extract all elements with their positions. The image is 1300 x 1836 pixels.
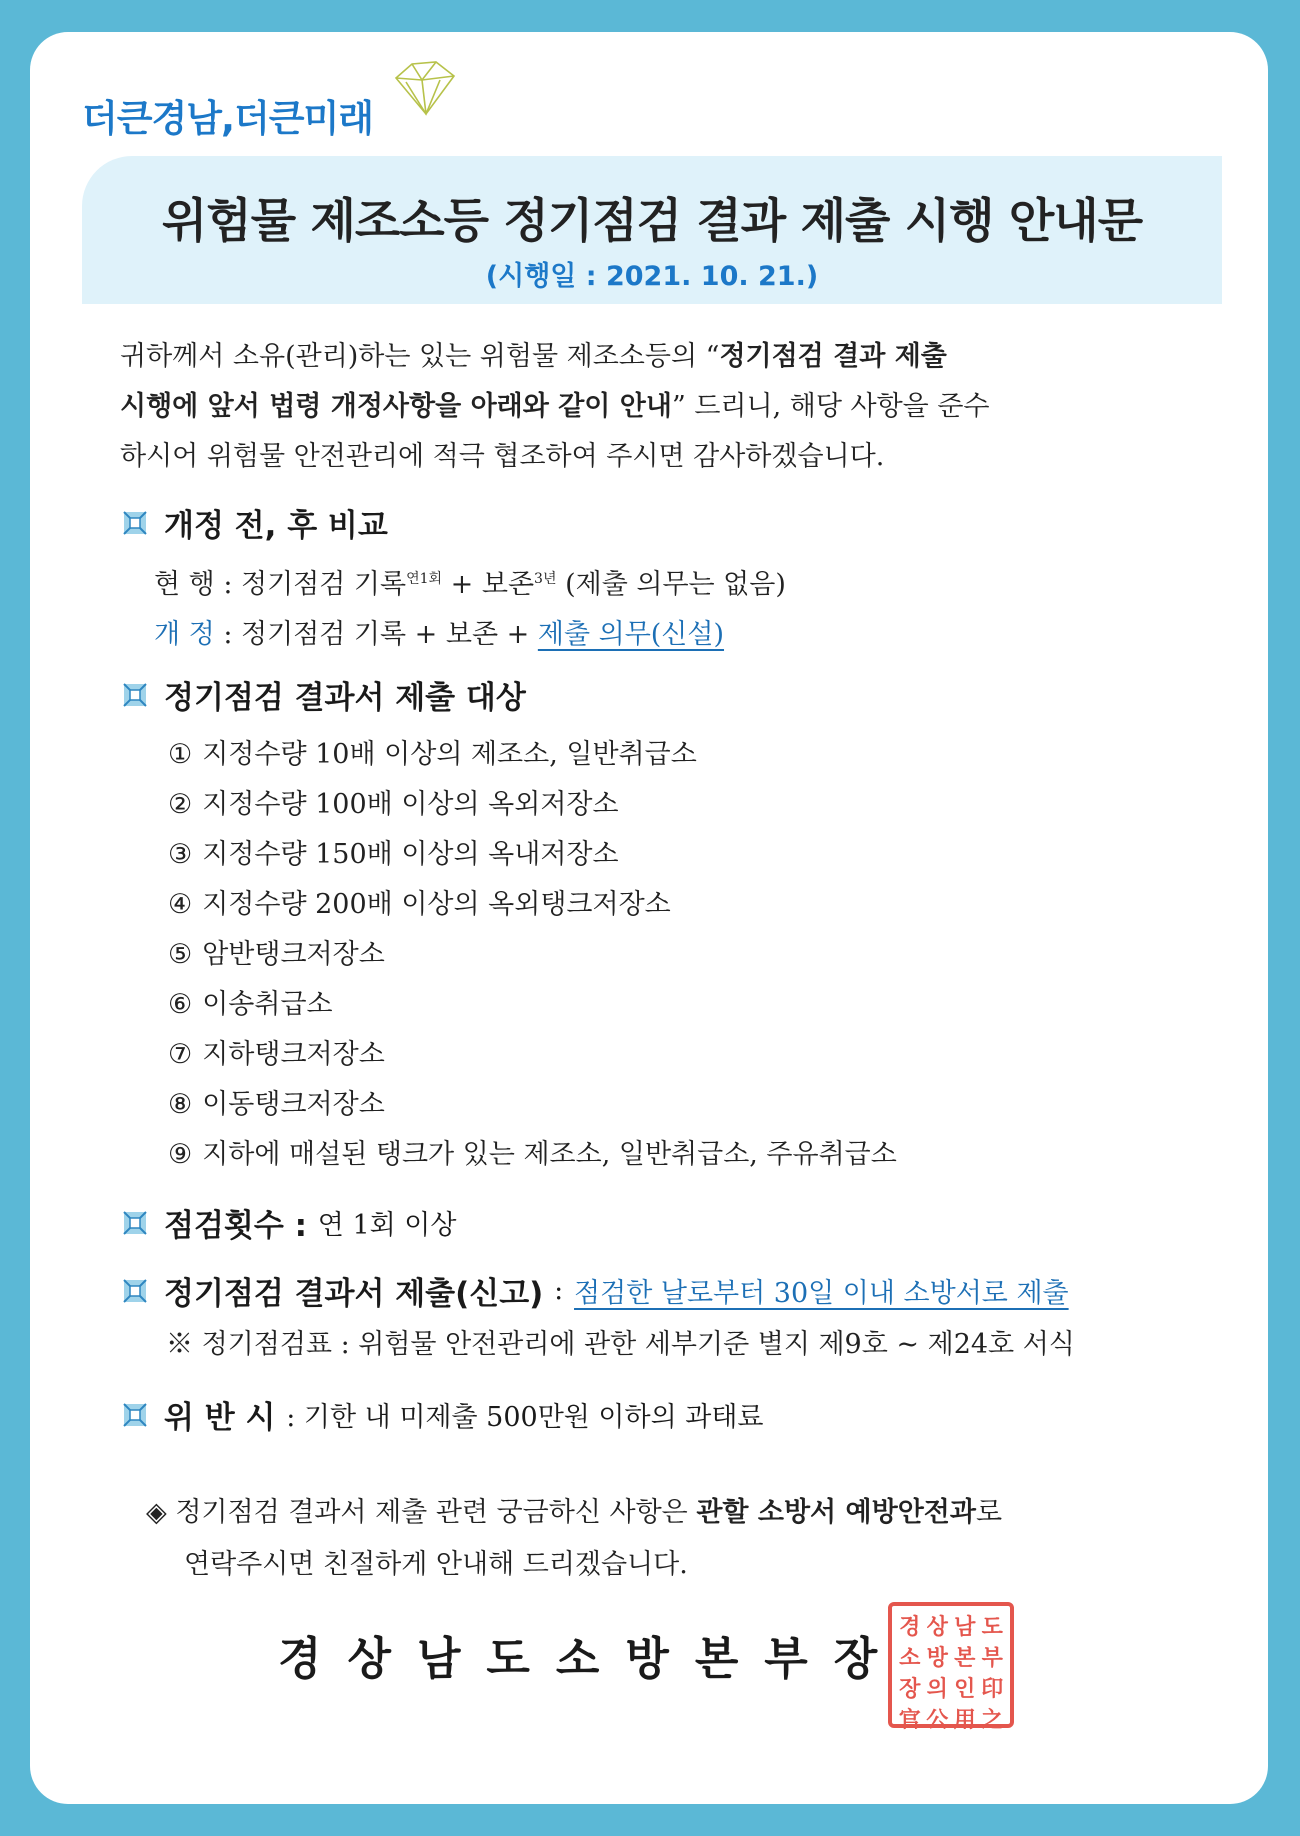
list-text: 암반탱크저장소 xyxy=(202,939,385,970)
title-banner xyxy=(82,156,1222,304)
seal-glyph: 의 xyxy=(926,1676,948,1702)
revised-text: : 정기점검 기록 + 보존 + xyxy=(223,619,530,650)
intro-text: 하시어 위험물 안전관리에 적극 협조하여 주시면 감사하겠습니다. xyxy=(120,441,885,472)
target-list-item xyxy=(168,882,671,921)
contact-note xyxy=(146,1487,1002,1591)
section-heading: 정기점검 결과서 제출 대상 xyxy=(164,680,526,716)
list-text: 지정수량 100배 이상의 옥외저장소 xyxy=(202,789,619,820)
list-number: ⑧ xyxy=(168,1089,193,1120)
seal-glyph: 방 xyxy=(926,1645,948,1671)
colon: : xyxy=(554,1275,564,1306)
seal-glyph: 장 xyxy=(899,1676,921,1702)
current-label: 현 행 xyxy=(154,569,215,600)
list-text: 이동탱크저장소 xyxy=(202,1089,385,1120)
target-list-item xyxy=(168,782,619,821)
seal-glyph: 도 xyxy=(981,1614,1003,1640)
seal-glyph: 印 xyxy=(981,1676,1004,1702)
section-compare xyxy=(122,500,388,545)
form-note: ※ 정기점검표 : 위험물 안전관리에 관한 세부기준 별지 제9호 ~ 제24호 서식 xyxy=(166,1329,1075,1360)
seal-glyph: 인 xyxy=(954,1676,976,1702)
target-list-item xyxy=(168,982,333,1021)
section-targets xyxy=(122,672,526,717)
list-text: 지정수량 200배 이상의 옥외탱크저장소 xyxy=(202,889,671,920)
section-bullet-icon xyxy=(122,682,148,708)
section-bullet-icon xyxy=(122,1402,148,1428)
section-heading: 정기점검 결과서 제출(신고) xyxy=(164,1276,544,1312)
seal-glyph: 부 xyxy=(981,1645,1003,1671)
list-text: 이송취급소 xyxy=(202,989,333,1020)
section-submission xyxy=(122,1268,1069,1313)
seal-glyph: 公 xyxy=(926,1707,949,1733)
frequency-value: 연 1회 이상 xyxy=(317,1210,457,1241)
section-bullet-icon xyxy=(122,1210,148,1236)
current-rule xyxy=(154,562,786,601)
seal-glyph: 官 xyxy=(898,1707,921,1733)
seal-glyph: 본 xyxy=(954,1645,976,1671)
list-number: ⑤ xyxy=(168,939,193,970)
revised-rule xyxy=(154,612,724,651)
target-list-item xyxy=(168,932,385,971)
superscript: 3년 xyxy=(534,571,557,587)
seal-glyph: 用 xyxy=(953,1707,976,1733)
section-heading: 점검횟수 : xyxy=(164,1208,307,1244)
list-number: ① xyxy=(168,739,193,770)
violation-penalty: : 기한 내 미제출 500만원 이하의 과태료 xyxy=(286,1402,764,1433)
current-text: + 보존 xyxy=(450,569,535,600)
section-bullet-icon xyxy=(122,1278,148,1304)
list-number: ③ xyxy=(168,839,193,870)
seal-glyph: 之 xyxy=(981,1707,1004,1733)
seal-glyph: 상 xyxy=(926,1614,948,1640)
revised-label: 개 정 xyxy=(154,619,215,650)
seal-glyph: 남 xyxy=(954,1614,976,1640)
effective-date: (시행일 : 2021. 10. 21.) xyxy=(485,261,819,292)
contact-text: 연락주시면 친절하게 안내해 드리겠습니다. xyxy=(184,1549,688,1580)
list-number: ⑥ xyxy=(168,989,193,1020)
page-title: 위험물 제조소등 정기점검 결과 제출 시행 안내문 xyxy=(161,194,1143,249)
superscript: 연1회 xyxy=(406,571,443,587)
contact-text: 로 xyxy=(975,1497,1003,1528)
section-violation xyxy=(122,1392,764,1437)
seal-glyph: 소 xyxy=(899,1645,921,1671)
list-text: 지정수량 10배 이상의 제조소, 일반취급소 xyxy=(202,739,697,770)
section-frequency xyxy=(122,1200,456,1245)
list-number: ⑨ xyxy=(168,1139,193,1170)
current-text: (제출 의무는 없음) xyxy=(565,569,786,600)
intro-emphasis: 정기점검 결과 제출 xyxy=(719,341,947,372)
submission-deadline: 점검한 날로부터 30일 이내 소방서로 제출 xyxy=(574,1278,1069,1309)
contact-text: ◈ 정기점검 결과서 제출 관련 궁금하신 사항은 xyxy=(146,1497,697,1528)
target-list-item xyxy=(168,832,619,871)
intro-emphasis: 시행에 앞서 법령 개정사항을 아래와 같이 안내 xyxy=(120,391,672,422)
gem-logo-icon xyxy=(392,58,456,118)
intro-text: 귀하께서 소유(관리)하는 있는 위험물 제조소등의 “ xyxy=(120,341,720,372)
list-number: ④ xyxy=(168,889,193,920)
revised-highlight: 제출 의무(신설) xyxy=(537,619,725,650)
section-bullet-icon xyxy=(122,510,148,536)
list-number: ② xyxy=(168,789,193,820)
list-number: ⑦ xyxy=(168,1039,193,1070)
intro-paragraph xyxy=(120,332,1120,482)
issuer-name: 경상남도소방본부장 xyxy=(278,1632,904,1685)
slogan: 더큰경남,더큰미래 xyxy=(82,97,373,140)
section-heading: 위 반 시 xyxy=(164,1400,276,1436)
target-list-item xyxy=(168,1082,385,1121)
list-text: 지하탱크저장소 xyxy=(202,1039,385,1070)
official-seal xyxy=(888,1602,1014,1733)
current-text: : 정기점검 기록 xyxy=(223,569,407,600)
target-list-item xyxy=(168,1032,385,1071)
notice-sheet xyxy=(30,32,1268,1804)
seal-glyph: 경 xyxy=(899,1614,921,1640)
section-heading: 개정 전, 후 비교 xyxy=(164,508,388,544)
intro-text: ” 드리니, 해당 사항을 준수 xyxy=(671,391,990,422)
contact-emphasis: 관할 소방서 예방안전과 xyxy=(696,1497,976,1528)
target-list-item xyxy=(168,1132,897,1171)
list-text: 지정수량 150배 이상의 옥내저장소 xyxy=(202,839,619,870)
target-list-item xyxy=(168,732,697,771)
list-text: 지하에 매설된 탱크가 있는 제조소, 일반취급소, 주유취급소 xyxy=(202,1139,897,1170)
